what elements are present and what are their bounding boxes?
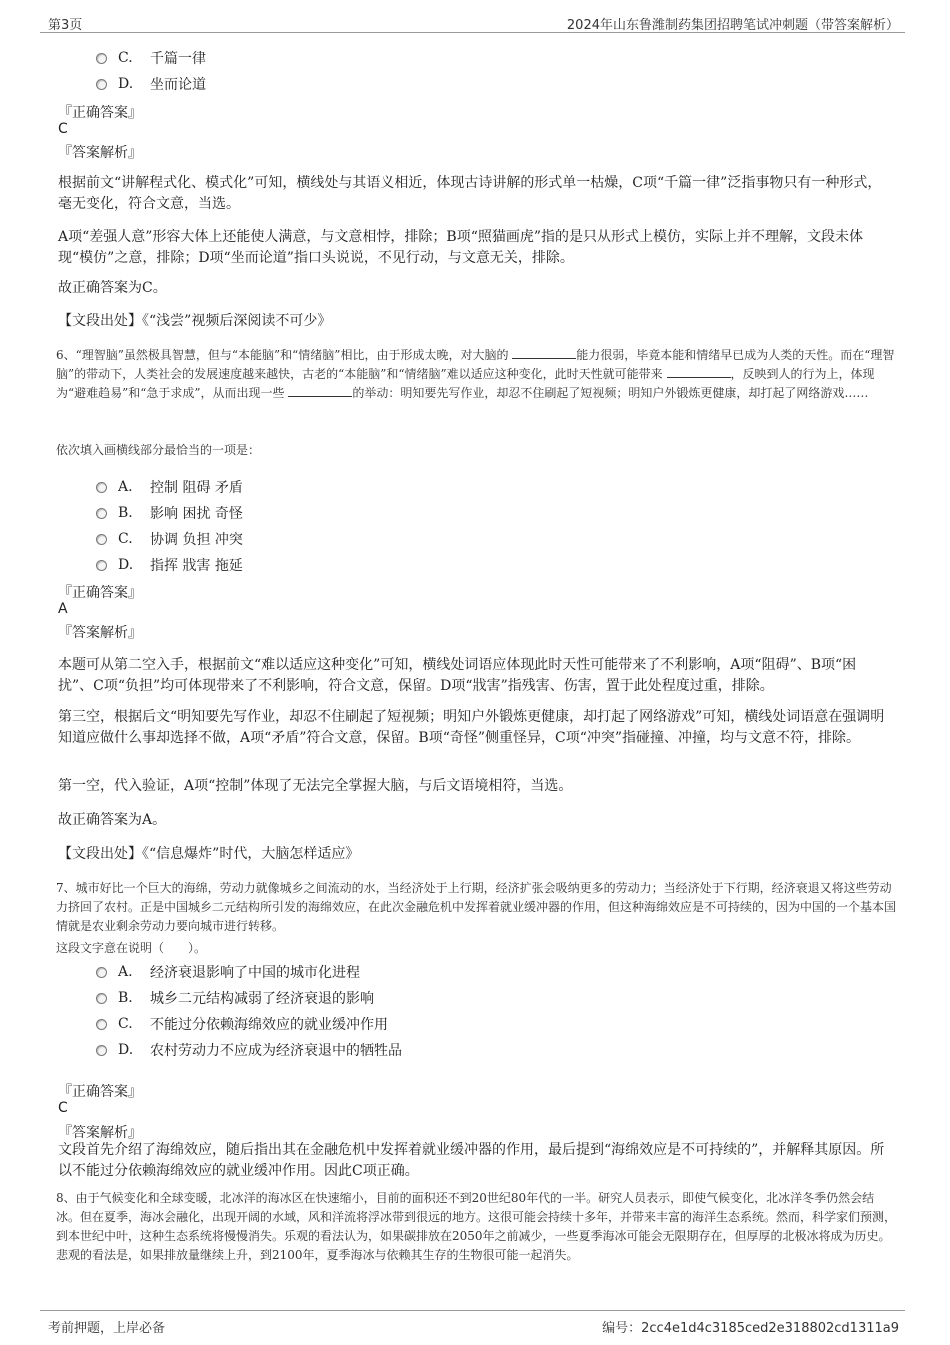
radio-icon[interactable] bbox=[96, 967, 107, 978]
q6-text-part: 的举动：明知要先写作业，却忍不住刷起了短视频；明知户外锻炼更健康，却打起了网络游戏…… bbox=[352, 386, 869, 400]
q7-prompt: 这段文字意在说明（ ）。 bbox=[56, 941, 207, 955]
page-number: 第3页 bbox=[48, 18, 83, 33]
option-text: 不能过分依赖海绵效应的就业缓冲作用 bbox=[150, 1017, 388, 1033]
radio-icon[interactable] bbox=[96, 534, 107, 545]
q7-option-b[interactable] bbox=[96, 988, 374, 1008]
q6-option-c[interactable] bbox=[96, 529, 243, 549]
footer-slogan: 考前押题，上岸必备 bbox=[48, 1321, 166, 1336]
q5-option-d[interactable] bbox=[96, 74, 206, 94]
option-letter: A. bbox=[118, 964, 133, 980]
radio-icon[interactable] bbox=[96, 508, 107, 519]
q6-text-part: 能力很弱，毕竟本能和情绪早已成为人类的天性。而在“理智脑”的带动下，人类社会的发展速度越来越快，古老的“本能脑”和“情绪脑”难以适应这种变化，此时天性就可能带来 bbox=[56, 348, 895, 381]
q5-source: 【文段出处】《“浅尝”视频后深阅读不可少》 bbox=[58, 313, 332, 329]
radio-icon[interactable] bbox=[96, 560, 107, 571]
fill-blank bbox=[667, 365, 731, 378]
q7-analysis-para: 文段首先介绍了海绵效应，随后指出其在金融危机中发挥着就业缓冲器的作用，最后提到“海绵效应是不可持续的”，并解释其原因。所以不能过分依赖海绵效应的就业缓冲作用。因此C项正确。 bbox=[58, 1142, 885, 1179]
option-letter: C. bbox=[118, 1016, 133, 1032]
option-text: 坐而论道 bbox=[150, 77, 206, 93]
option-text: 农村劳动力不应成为经济衰退中的牺牲品 bbox=[150, 1043, 402, 1059]
option-text: 千篇一律 bbox=[150, 51, 206, 67]
q6-option-d[interactable] bbox=[96, 555, 243, 575]
q6-option-a[interactable] bbox=[96, 477, 243, 497]
q7-answer-label: 『正确答案』 bbox=[58, 1084, 142, 1100]
option-letter: D. bbox=[118, 557, 134, 573]
q5-option-c[interactable] bbox=[96, 48, 206, 68]
q6-analysis-para-1: 本题可从第二空入手，根据前文“难以适应这种变化”可知，横线处词语应体现此时天性可能带来了不利影响，A项“阻碍”、B项“困扰”、C项“负担”均可体现带来了不利影响，符合文意，保留。D项“戕害”指残害、伤害，置于此处程度过重，排除。 bbox=[58, 657, 857, 694]
q6-analysis-label: 『答案解析』 bbox=[58, 625, 142, 641]
option-text: 控制 阻碍 矛盾 bbox=[150, 480, 243, 496]
document-id: 编号：2cc4e1d4c3185ced2e318802cd1311a9 bbox=[602, 1321, 899, 1336]
q7-question-text: 7、城市好比一个巨大的海绵，劳动力就像城乡之间流动的水，当经济处于上行期，经济扩张会吸纳更多的劳动力；当经济处于下行期，经济衰退又将这些劳动力挤回了农村。正是中国城乡二元结构所引发的海绵效应，在此次金融危机中发挥着就业缓冲器的作用，但这种海绵效应是不可持续的，因为中国的一个基本国情就是农业剩余劳动力要向城市进行转移。 bbox=[56, 881, 897, 933]
option-letter: B. bbox=[118, 990, 133, 1006]
document-title: 2024年山东鲁潍制药集团招聘笔试冲刺题（带答案解析） bbox=[566, 18, 899, 33]
q7-option-d[interactable] bbox=[96, 1040, 402, 1060]
radio-icon[interactable] bbox=[96, 993, 107, 1004]
q6-analysis-para-4: 故正确答案为A。 bbox=[58, 812, 167, 828]
radio-icon[interactable] bbox=[96, 53, 107, 64]
option-text: 城乡二元结构减弱了经济衰退的影响 bbox=[150, 991, 374, 1007]
q6-question-text bbox=[56, 346, 898, 403]
radio-icon[interactable] bbox=[96, 1019, 107, 1030]
q6-answer-label: 『正确答案』 bbox=[58, 585, 142, 601]
option-text: 指挥 戕害 拖延 bbox=[150, 558, 243, 574]
radio-icon[interactable] bbox=[96, 1045, 107, 1056]
option-letter: B. bbox=[118, 505, 133, 521]
option-text: 影响 困扰 奇怪 bbox=[150, 506, 243, 522]
radio-icon[interactable] bbox=[96, 79, 107, 90]
option-letter: A. bbox=[118, 479, 133, 495]
q5-analysis-para-2: A项“差强人意”形容大体上还能使人满意，与文意相悖，排除；B项“照猫画虎”指的是只从形式上模仿，实际上并不理解，文段未体现“模仿”之意，排除；D项“坐而论道”指口头说说，不见行动，与文意无关，排除。 bbox=[58, 229, 864, 266]
q6-analysis-para-2: 第三空，根据后文“明知要先写作业，却忍不住刷起了短视频；明知户外锻炼更健康，却打起了网络游戏”可知，横线处词语意在强调明知道应做什么事却选择不做，A项“矛盾”符合文意，保留。B项“奇怪”侧重怪异，C项“冲突”指碰撞、冲撞，均与文意不符，排除。 bbox=[58, 709, 885, 746]
q5-analysis-label: 『答案解析』 bbox=[58, 145, 142, 161]
option-letter: C. bbox=[118, 531, 133, 547]
q5-answer-label: 『正确答案』 bbox=[58, 105, 142, 121]
q6-option-b[interactable] bbox=[96, 503, 243, 523]
q6-source: 【文段出处】《“信息爆炸”时代，大脑怎样适应》 bbox=[58, 846, 360, 862]
option-letter: D. bbox=[118, 76, 134, 92]
q8-question-text: 8、由于气候变化和全球变暖，北冰洋的海冰区在快速缩小，目前的面积还不到20世纪80年代的一半。研究人员表示，即使气候变化，北冰洋冬季仍然会结冰。但在夏季，海冰会融化，出现开阔的水域，风和洋流将浮冰带到很远的地方。这很可能会持续十多年，并带来丰富的海洋生态系统。然而，科学家们预测，到本世纪中叶，这种生态系统将慢慢消失。乐观的看法认为，如果碳排放在2050年之前减少，一些夏季海冰可能会无限期存在，但厚厚的北极冰将成为历史。悲观的看法是，如果排放量继续上升，到2100年，夏季海冰与依赖其生存的生物很可能一起消失。 bbox=[56, 1191, 897, 1262]
option-text: 协调 负担 冲突 bbox=[150, 532, 243, 548]
q5-analysis-para-3: 故正确答案为C。 bbox=[58, 280, 167, 296]
q7-option-c[interactable] bbox=[96, 1014, 388, 1034]
q6-answer: A bbox=[58, 601, 68, 617]
q6-text-part: ，反映到人的行为上，体现为“避难趋易”和“急于求成”，从而出现一些 bbox=[56, 367, 875, 400]
q7-answer: C bbox=[58, 1100, 68, 1116]
fill-blank bbox=[512, 346, 576, 359]
radio-icon[interactable] bbox=[96, 482, 107, 493]
fill-blank bbox=[288, 384, 352, 397]
page-header bbox=[40, 12, 905, 33]
option-letter: C. bbox=[118, 50, 133, 66]
q6-prompt: 依次填入画横线部分最恰当的一项是： bbox=[56, 443, 261, 457]
q6-analysis-para-3: 第一空，代入验证，A项“控制”体现了无法完全掌握大脑，与后文语境相符，当选。 bbox=[58, 778, 573, 794]
q6-text-part: 6、“理智脑”虽然极具智慧，但与“本能脑”和“情绪脑”相比，由于形成太晚，对大脑的 bbox=[56, 348, 513, 362]
option-letter: D. bbox=[118, 1042, 134, 1058]
q7-analysis-label: 『答案解析』 bbox=[58, 1125, 142, 1141]
page-footer bbox=[40, 1310, 905, 1339]
q5-answer: C bbox=[58, 121, 68, 137]
q5-analysis-para-1: 根据前文“讲解程式化、模式化”可知，横线处与其语义相近，体现古诗讲解的形式单一枯燥，C项“千篇一律”泛指事物只有一种形式，毫无变化，符合文意，当选。 bbox=[58, 175, 882, 212]
option-text: 经济衰退影响了中国的城市化进程 bbox=[150, 965, 360, 981]
q7-option-a[interactable] bbox=[96, 962, 360, 982]
